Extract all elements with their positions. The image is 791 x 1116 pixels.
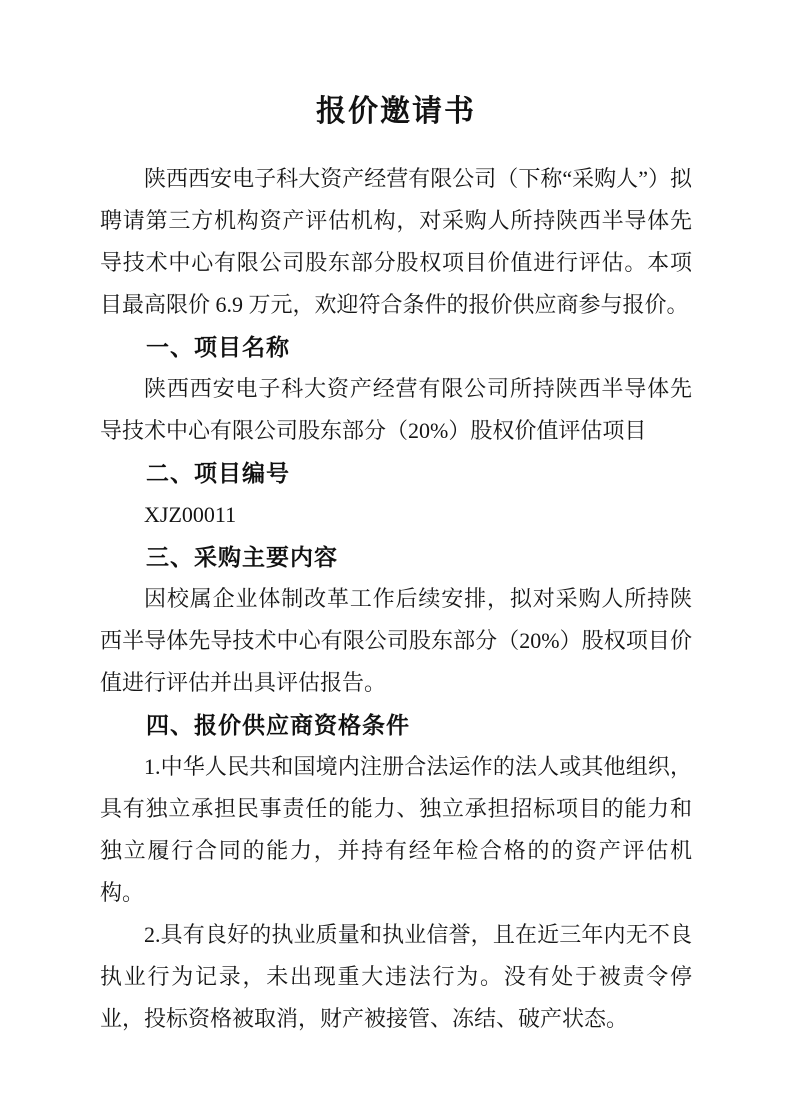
section-heading-supplier-qualifications: 四、报价供应商资格条件 [146, 712, 410, 738]
section-paragraph-project-name: 陕西西安电子科大资产经营有限公司所持陕西半导体先导技术中心有限公司股东部分（20%）股权价值评估项目 [100, 376, 692, 443]
section-paragraph-project-number: XJZ00011 [144, 502, 237, 527]
document-title: 报价邀请书 [316, 95, 476, 128]
section-paragraph-procurement-content: 因校属企业体制改革工作后续安排，拟对采购人所持陕西半导体先导技术中心有限公司股东部分（20%）股权项目价值进行评估并出具评估报告。 [100, 586, 692, 695]
section-paragraph-qualification-1: 1.中华人民共和国境内注册合法运作的法人或其他组织，具有独立承担民事责任的能力、独立承担招标项目的能力和独立履行合同的能力，并持有经年检合格的的资产评估机构。 [100, 754, 692, 905]
intro-paragraph: 陕西西安电子科大资产经营有限公司（下称“采购人”）拟聘请第三方机构资产评估机构，对采购人所持陕西半导体先导技术中心有限公司股东部分股权项目价值进行评估。本项目最高限价 6.9 万元，欢迎符合条件的报价供应商参与报价。 [100, 166, 692, 317]
section-heading-project-name: 一、项目名称 [146, 334, 290, 360]
section-heading-procurement-content: 三、采购主要内容 [146, 544, 338, 570]
section-heading-project-number: 二、项目编号 [146, 460, 290, 486]
section-paragraph-qualification-2: 2.具有良好的执业质量和执业信誉，且在近三年内无不良执业行为记录，未出现重大违法行为。没有处于被责令停业，投标资格被取消，财产被接管、冻结、破产状态。 [100, 922, 692, 1031]
